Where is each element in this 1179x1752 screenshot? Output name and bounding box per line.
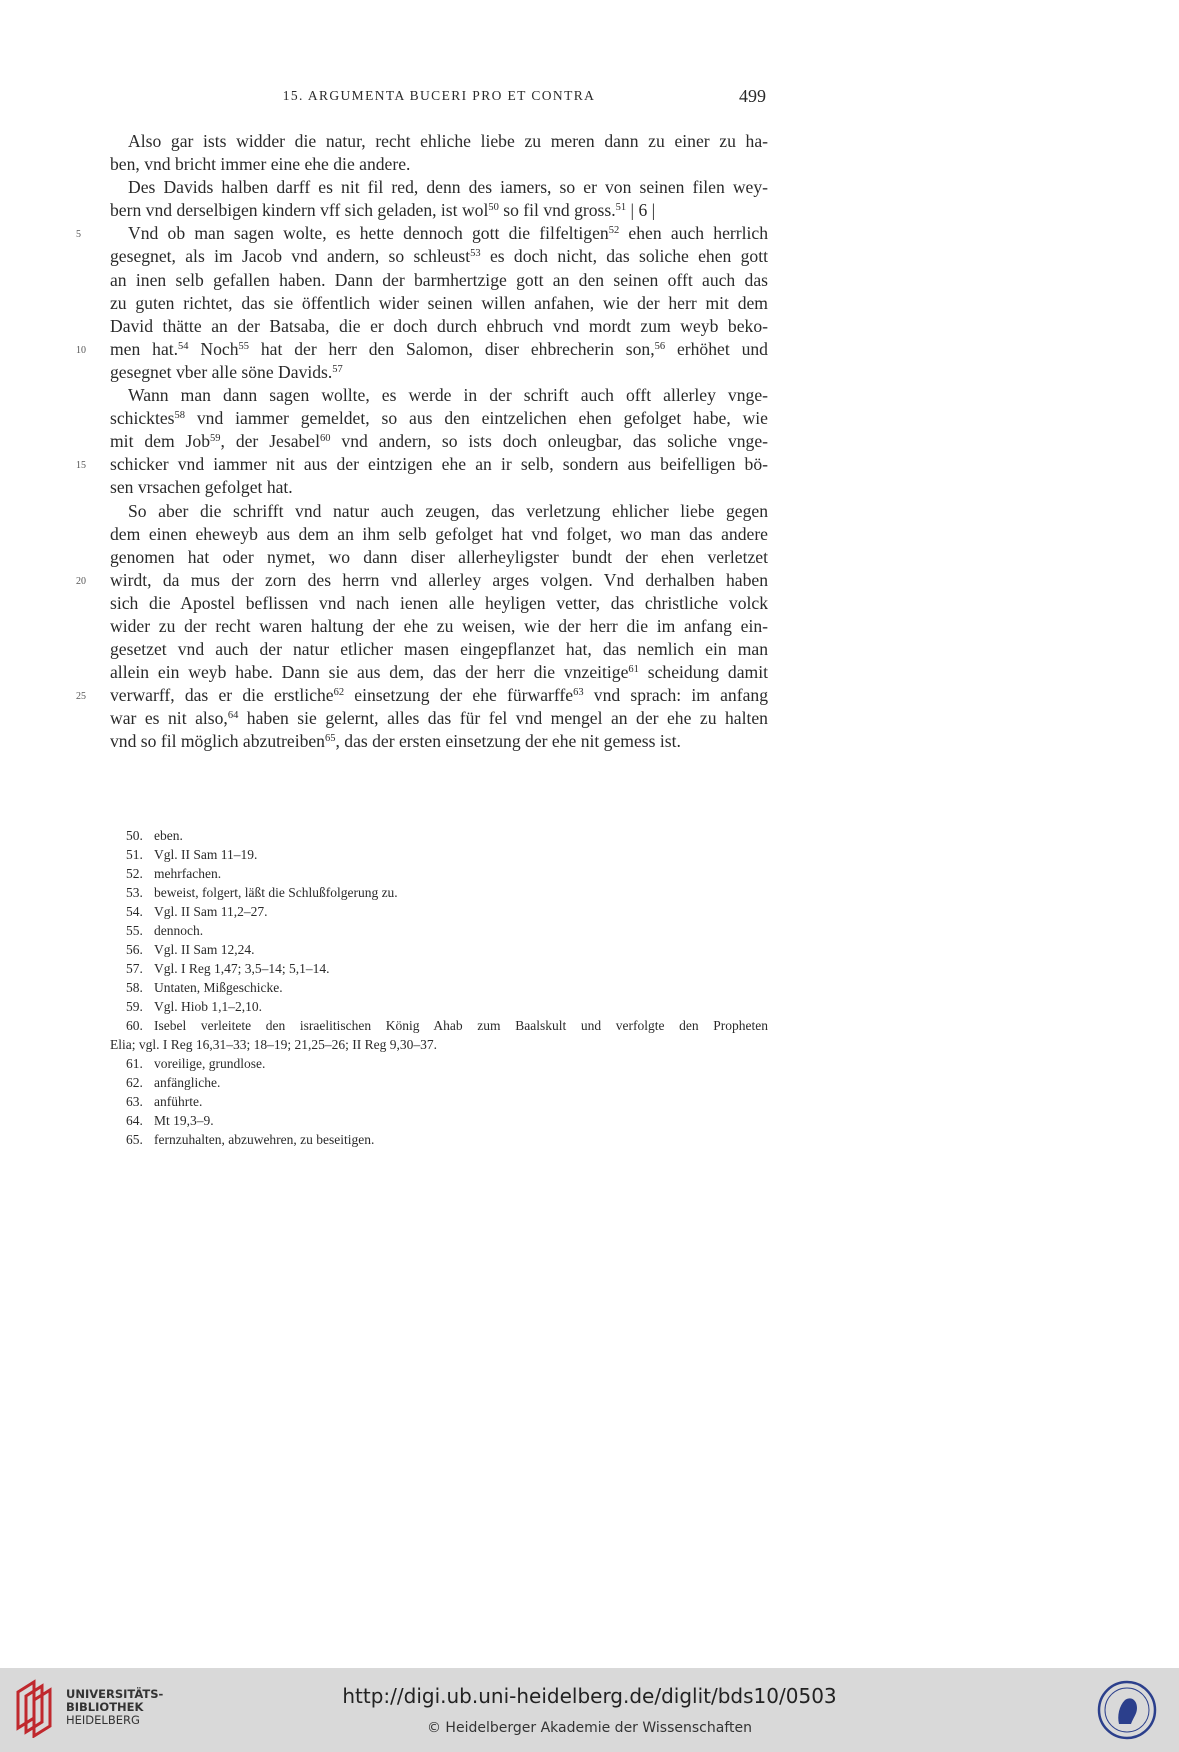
text-segment: vnd sprach: im anfang bbox=[583, 685, 768, 706]
text-line bbox=[110, 661, 768, 684]
text-segment: mit dem Job bbox=[110, 431, 211, 452]
footnote-ref[interactable]: 51 bbox=[615, 202, 627, 214]
footnote-number: 65. bbox=[126, 1132, 143, 1147]
footnote-number: 51. bbox=[126, 847, 143, 862]
footnote-text: beweist, folgert, läßt die Schlußfolgerung zu. bbox=[154, 885, 398, 900]
footnote-text: Vgl. Hiob 1,1–2,10. bbox=[154, 999, 262, 1014]
text-line bbox=[110, 199, 768, 222]
footnote-text: Mt 19,3–9. bbox=[154, 1113, 214, 1128]
text-segment: schicker vnd iammer nit aus der eintzigen ehe an ir selb, sondern aus beifelligen bö- bbox=[110, 454, 768, 475]
text-line bbox=[110, 407, 768, 430]
line-number: 5 bbox=[76, 229, 81, 241]
text-line bbox=[110, 500, 768, 523]
text-segment: ehen auch herrlich bbox=[619, 223, 768, 244]
text-segment: So aber die schrifft vnd natur auch zeugen, das verletzung ehlicher liebe gegen bbox=[128, 500, 768, 521]
footnote-ref[interactable]: 58 bbox=[174, 410, 185, 422]
text-line bbox=[110, 361, 768, 384]
text-line bbox=[110, 130, 768, 153]
text-segment: hat der herr den Salomon, diser ehbrecherin son, bbox=[249, 338, 655, 359]
text-line bbox=[110, 153, 768, 176]
footnote-text: Untaten, Mißgeschicke. bbox=[154, 980, 283, 995]
library-name-line3: HEIDELBERG bbox=[66, 1713, 140, 1727]
academy-seal-icon[interactable] bbox=[1097, 1680, 1157, 1740]
footnote-number: 62. bbox=[126, 1075, 143, 1090]
text-line bbox=[76, 222, 768, 245]
line-number: 25 bbox=[76, 691, 86, 703]
footnote-continuation: Elia; vgl. I Reg 16,31–33; 18–19; 21,25–26; II Reg 9,30–37. bbox=[110, 1037, 437, 1052]
footnote bbox=[110, 978, 768, 997]
text-segment: scheidung damit bbox=[638, 662, 768, 683]
text-segment: einsetzung der ehe fürwarffe bbox=[344, 685, 574, 706]
footnote-ref[interactable]: 62 bbox=[333, 687, 345, 699]
text-line bbox=[76, 684, 768, 707]
text-segment: verwarff, das er die erstliche bbox=[110, 685, 334, 706]
text-segment: wider zu der recht waren haltung der ehe zu weisen, wie der herr die im anfang ein- bbox=[110, 615, 768, 636]
footnote-ref[interactable]: 50 bbox=[488, 202, 499, 214]
footnote-ref[interactable]: 57 bbox=[332, 363, 343, 375]
footnote-ref[interactable]: 65 bbox=[324, 733, 336, 745]
footnote-number: 61. bbox=[126, 1056, 143, 1071]
footnote bbox=[110, 959, 768, 978]
permalink-url[interactable]: http://digi.ub.uni-heidelberg.de/diglit/bds10/0503 bbox=[342, 1684, 837, 1708]
footnote bbox=[110, 1073, 768, 1092]
footnote-number: 57. bbox=[126, 961, 143, 976]
footnote-text: Vgl. II Sam 11,2–27. bbox=[154, 904, 268, 919]
text-segment: es doch nicht, das soliche ehen gott bbox=[480, 246, 768, 267]
text-line bbox=[76, 338, 768, 361]
footnote bbox=[110, 1016, 768, 1035]
library-name-line2: BIBLIOTHEK bbox=[66, 1700, 144, 1714]
footnote-number: 50. bbox=[126, 828, 143, 843]
text-line bbox=[110, 245, 768, 268]
text-segment: haben sie gelernt, alles das für fel vnd mengel an der ehe zu halten bbox=[238, 708, 768, 729]
footnote bbox=[110, 1111, 768, 1130]
footnote-text: dennoch. bbox=[154, 923, 204, 938]
text-line bbox=[76, 569, 768, 592]
text-line bbox=[110, 430, 768, 453]
footnote-ref[interactable]: 60 bbox=[320, 433, 331, 445]
footnote-number: 52. bbox=[126, 866, 143, 881]
text-line bbox=[110, 384, 768, 407]
footnote-ref[interactable]: 55 bbox=[238, 340, 250, 352]
text-segment: bern vnd derselbigen kindern vff sich geladen, ist wol bbox=[110, 200, 489, 221]
footnote bbox=[110, 1054, 768, 1073]
text-segment: genomen hat oder nymet, wo dann diser allerheyligster bundt der ehen verletzet bbox=[110, 546, 768, 567]
footnote-text: Vgl. II Sam 12,24. bbox=[154, 942, 255, 957]
text-segment: sich die Apostel beflissen vnd nach ienen alle heyligen vetter, das christliche volck bbox=[110, 592, 768, 613]
footnote-text: Vgl. I Reg 1,47; 3,5–14; 5,1–14. bbox=[154, 961, 330, 976]
text-segment: war es nit also, bbox=[110, 708, 228, 729]
footnote-number: 53. bbox=[126, 885, 143, 900]
footer-bar bbox=[0, 1668, 1179, 1752]
text-segment: , das der ersten einsetzung der ehe nit gemess ist. bbox=[335, 731, 681, 752]
text-segment: ben, vnd bricht immer eine ehe die andere. bbox=[110, 154, 411, 175]
text-segment: an inen selb gefallen haben. Dann der barmhertzige gott an den seinen offt auch das bbox=[110, 269, 768, 290]
footnote bbox=[110, 921, 768, 940]
text-line bbox=[110, 269, 768, 292]
text-line bbox=[110, 707, 768, 730]
text-segment: Noch bbox=[188, 338, 239, 359]
footnote-number: 59. bbox=[126, 999, 143, 1014]
footnote-text: anfängliche. bbox=[154, 1075, 221, 1090]
text-line bbox=[110, 615, 768, 638]
text-segment: gesegnet vber alle söne Davids. bbox=[110, 361, 333, 382]
footnote-number: 63. bbox=[126, 1094, 143, 1109]
page-number: 499 bbox=[739, 86, 766, 106]
text-segment: Des Davids halben darff es nit fil red, denn des iamers, so er von seinen filen wey- bbox=[128, 177, 768, 198]
footnote bbox=[110, 1092, 768, 1111]
footnote-ref[interactable]: 64 bbox=[227, 710, 239, 722]
text-line bbox=[110, 730, 768, 753]
footnote-ref[interactable]: 54 bbox=[178, 340, 189, 352]
footnote-text: mehrfachen. bbox=[154, 866, 222, 881]
text-line bbox=[110, 592, 768, 615]
footnote-ref[interactable]: 59 bbox=[210, 433, 221, 445]
footnote-number: 55. bbox=[126, 923, 143, 938]
text-segment: gesetzet vnd auch der natur etlicher masen eingepflanzet hat, das nemlich ein man bbox=[110, 639, 768, 660]
footnote bbox=[110, 845, 768, 864]
text-segment: erhöhet und bbox=[665, 338, 768, 359]
text-segment: sen vrsachen gefolget hat. bbox=[110, 477, 293, 498]
text-segment: allein ein weyb habe. Dann sie aus dem, das der herr die vnzeitige bbox=[110, 662, 629, 683]
footnote bbox=[110, 1130, 768, 1149]
footnote-number: 58. bbox=[126, 980, 143, 995]
footnote bbox=[110, 864, 768, 883]
text-line bbox=[110, 315, 768, 338]
footnote bbox=[110, 997, 768, 1016]
text-segment: dem einen eheweyb aus dem an ihm selb gefolget hat vnd folget, wo man das andere bbox=[110, 523, 768, 544]
library-name-line1: UNIVERSITÄTS- bbox=[66, 1687, 164, 1701]
text-segment: Wann man dann sagen wollte, es werde in der schrift auch offt allerley vnge- bbox=[128, 385, 768, 406]
footnote-number: 54. bbox=[126, 904, 143, 919]
text-line bbox=[110, 523, 768, 546]
copyright-notice: © Heidelberger Akademie der Wissenschaften bbox=[426, 1720, 752, 1736]
line-number: 10 bbox=[76, 344, 86, 356]
line-number: 15 bbox=[76, 460, 86, 472]
footnote-text: eben. bbox=[154, 828, 183, 843]
footnote-text: anführte. bbox=[154, 1094, 203, 1109]
footnote-ref[interactable]: 53 bbox=[470, 248, 481, 260]
footnote-text: voreilige, grundlose. bbox=[154, 1056, 266, 1071]
text-segment: vnd iammer gemeldet, so aus den eintzelichen ehen gefolget habe, wie bbox=[185, 408, 768, 429]
text-segment: men hat. bbox=[110, 338, 179, 359]
text-segment: vnd so fil möglich abzutreiben bbox=[110, 731, 325, 752]
text-segment: gesegnet, als im Jacob vnd andern, so schleust bbox=[110, 246, 471, 267]
footnote-text: Vgl. II Sam 11–19. bbox=[154, 847, 258, 862]
text-segment: Vnd ob man sagen wolte, es hette dennoch gott die filfeltigen bbox=[128, 223, 609, 244]
text-segment: , der Jesabel bbox=[220, 431, 320, 452]
text-line bbox=[110, 476, 768, 499]
footnote-text: fernzuhalten, abzuwehren, zu beseitigen. bbox=[154, 1132, 375, 1147]
line-number: 20 bbox=[76, 575, 86, 587]
footnote bbox=[110, 883, 768, 902]
footnote bbox=[110, 826, 768, 845]
footnote-ref[interactable]: 56 bbox=[654, 340, 666, 352]
footnote-text: Isebel verleitete den israelitischen König Ahab zum Baalskult und verfolgte den Propheten bbox=[154, 1018, 768, 1033]
text-line bbox=[110, 292, 768, 315]
footnote bbox=[110, 940, 768, 959]
running-title: 15. ARGUMENTA BUCERI PRO ET CONTRA bbox=[282, 88, 596, 103]
footnote-ref[interactable]: 52 bbox=[608, 225, 620, 237]
footnote-number: 60. bbox=[126, 1018, 143, 1033]
footnote-number: 56. bbox=[126, 942, 143, 957]
text-line bbox=[110, 546, 768, 569]
footnote-number: 64. bbox=[126, 1113, 143, 1128]
text-segment: vnd andern, so ists doch onleugbar, das soliche vnge- bbox=[330, 431, 768, 452]
text-line bbox=[110, 176, 768, 199]
text-segment: wirdt, da mus der zorn des herrn vnd allerley arges volgen. Vnd derhalben haben bbox=[110, 569, 768, 590]
text-line bbox=[110, 638, 768, 661]
running-head bbox=[110, 86, 768, 108]
text-line bbox=[76, 453, 768, 476]
footnote-ref[interactable]: 61 bbox=[628, 664, 639, 676]
text-segment: David thätte an der Batsaba, die er doch durch ehbruch vnd mordt zum weyb beko- bbox=[110, 315, 768, 336]
footnotes bbox=[110, 826, 768, 1149]
text-segment: zu guten richtet, das sie öffentlich wider seinen willen anfahen, wie der herr mit dem bbox=[110, 292, 768, 313]
footnote bbox=[110, 902, 768, 921]
text-segment: schicktes bbox=[110, 408, 175, 429]
text-segment: so fil vnd gross. bbox=[498, 200, 616, 221]
body-text bbox=[76, 130, 768, 754]
footnote-ref[interactable]: 63 bbox=[573, 687, 584, 699]
text-segment: | 6 | bbox=[626, 200, 656, 221]
text-segment: Also gar ists widder die natur, recht ehliche liebe zu meren dann zu einer zu ha- bbox=[128, 131, 768, 151]
